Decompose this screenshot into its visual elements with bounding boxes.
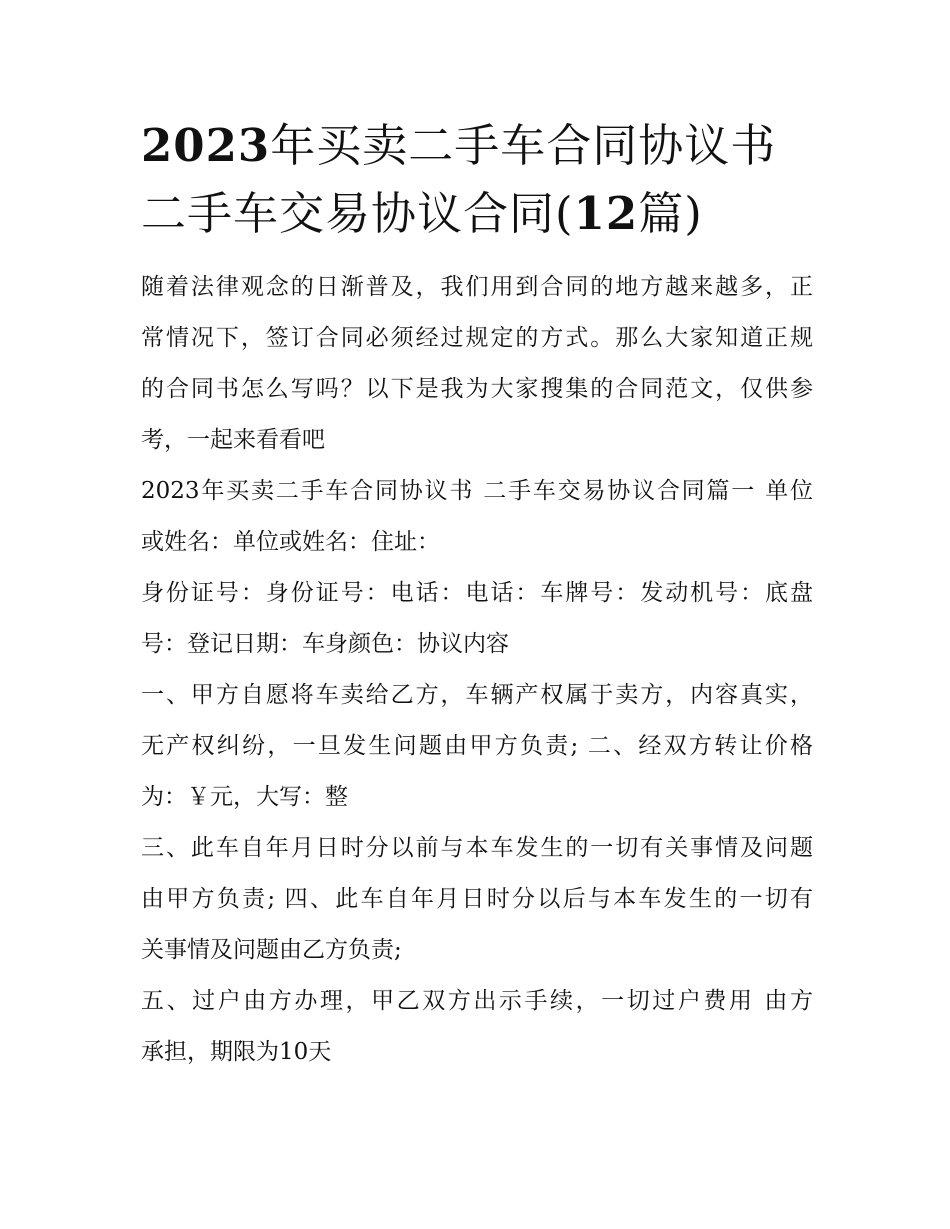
clause-paragraph [141,823,813,976]
paragraph-line: 五、过户由方办理，甲乙双方出示手续，一切过户费用 由方 [141,988,813,1014]
title-line-2: 二手车交易协议合同(12篇) [141,187,703,240]
paragraph-line: 承担，期限为10天 [141,1039,332,1065]
paragraph-line: 为：￥元，大写：整 [141,784,348,810]
paragraph-line: 2023年买卖二手车合同协议书 二手车交易协议合同篇一 单位 [141,478,813,504]
document-body [141,112,813,1078]
document-title [141,112,813,248]
paragraph-line: 随着法律观念的日渐普及，我们用到合同的地方越来越多，正 [141,274,813,300]
paragraph-line: 由甲方负责; 四、此车自年月日时分以后与本车发生的一切有 [141,886,813,912]
paragraph-line: 或姓名：单位或姓名：住址： [141,529,440,555]
paragraph-line: 一、甲方自愿将车卖给乙方，车辆产权属于卖方，内容真实， [141,682,813,708]
contract-header-paragraph [141,466,813,568]
paragraph-line: 身份证号：身份证号：电话：电话：车牌号：发动机号：底盘 [141,580,813,606]
paragraph-line: 常情况下，签订合同必须经过规定的方式。那么大家知道正规 [141,325,813,351]
clause-paragraph [141,976,813,1078]
paragraph-line: 关事情及问题由乙方负责; [141,937,402,963]
vehicle-info-paragraph [141,568,813,670]
paragraph-line: 考，一起来看看吧 [141,427,325,453]
paragraph-line: 的合同书怎么写吗？以下是我为大家搜集的合同范文，仅供参 [141,376,813,402]
paragraph-line: 号：登记日期：车身颜色：协议内容 [141,631,509,657]
clause-paragraph [141,670,813,823]
paragraph-line: 无产权纠纷，一旦发生问题由甲方负责; 二、经双方转让价格 [141,733,813,759]
intro-paragraph [141,262,813,466]
paragraph-line: 三、此车自年月日时分以前与本车发生的一切有关事情及问题 [141,835,813,861]
title-line-1: 2023年买卖二手车合同协议书 [141,119,777,172]
